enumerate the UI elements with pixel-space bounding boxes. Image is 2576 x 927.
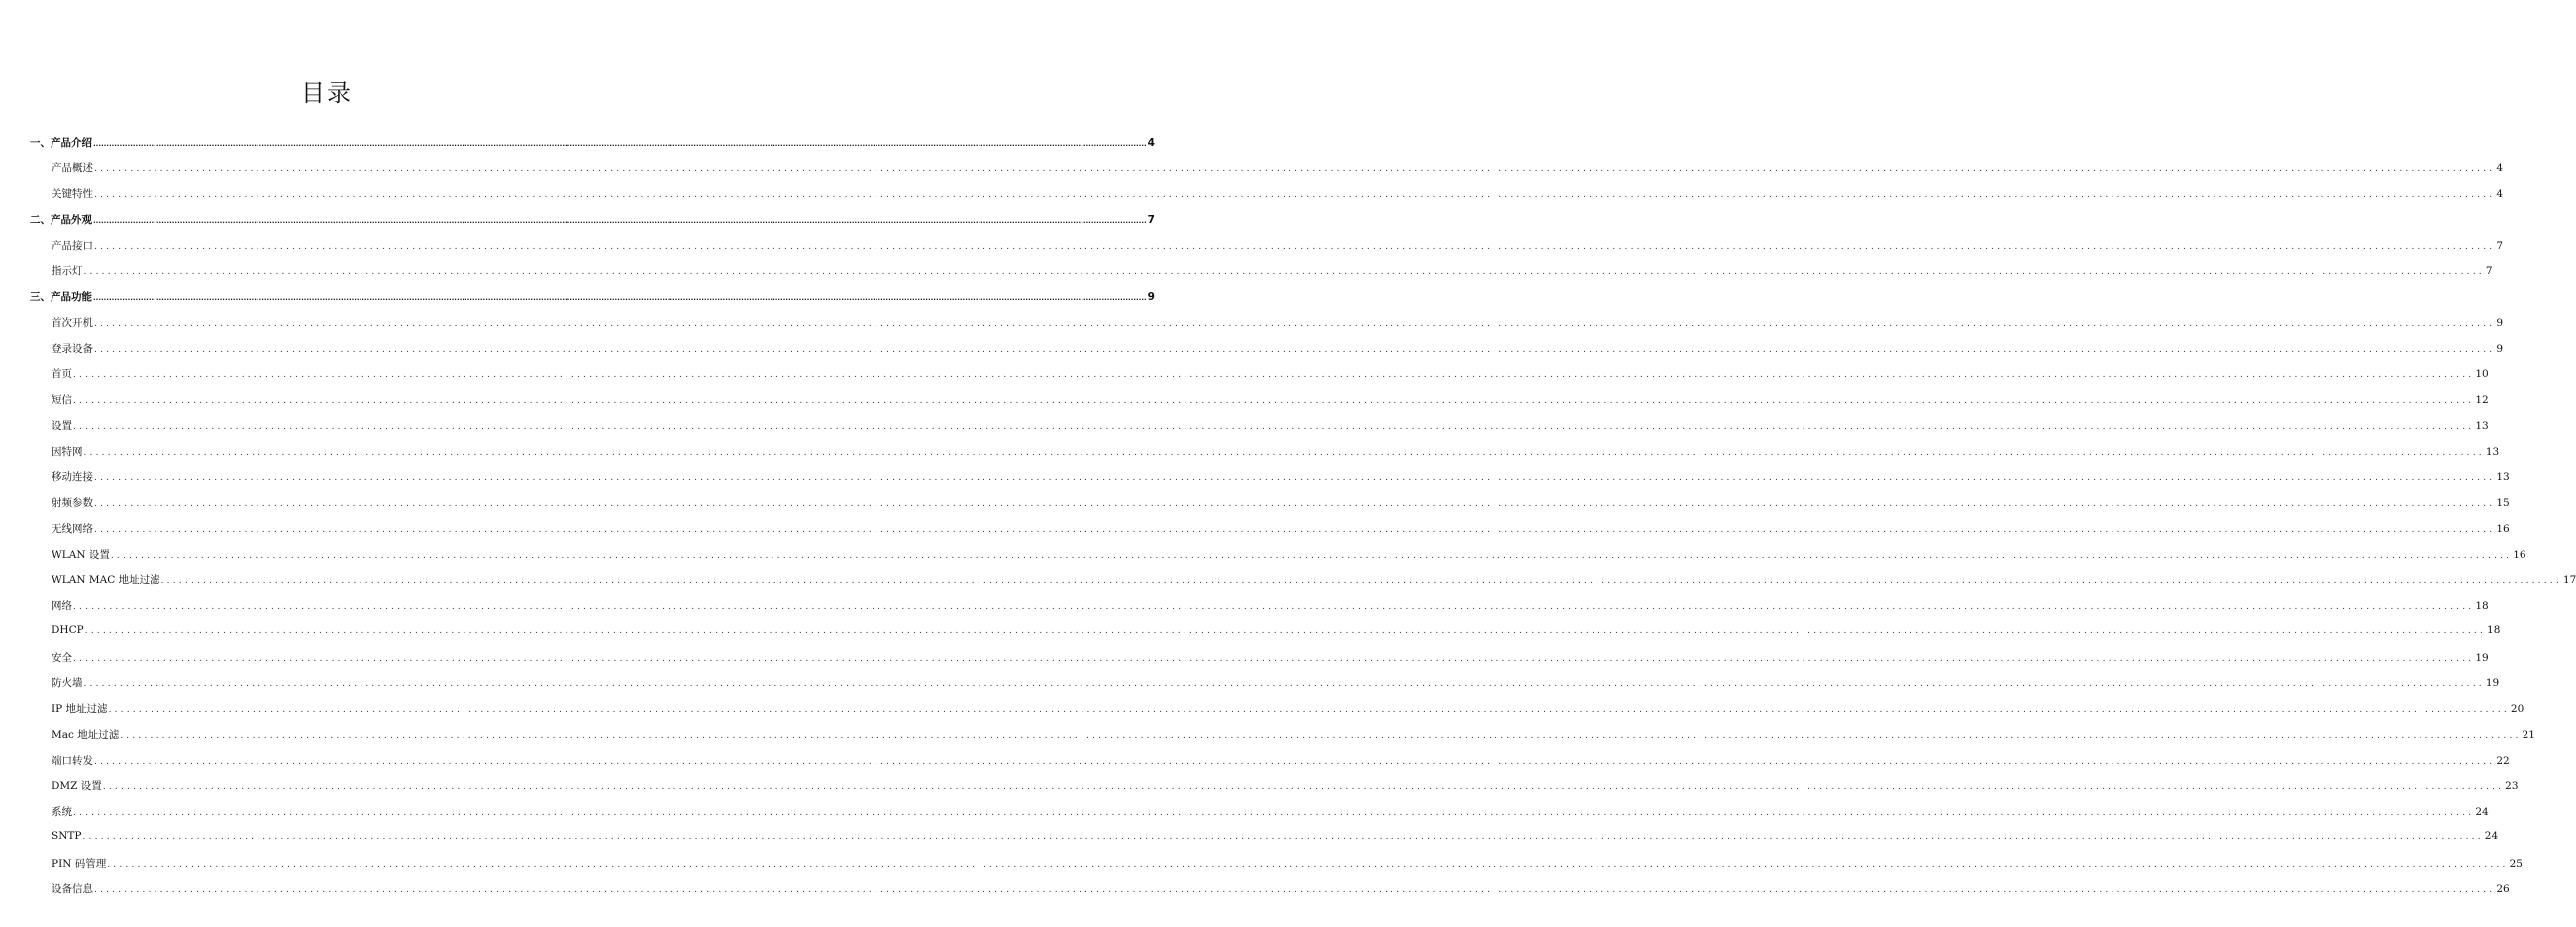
toc-dot-leader: ................................................................................................................................................................................................................................................................................................................................................................................................................	[94, 499, 2496, 509]
toc-section-entry[interactable]	[52, 547, 2526, 563]
toc-section-entry[interactable]	[52, 572, 2576, 588]
toc-section-entry[interactable]	[52, 263, 2493, 279]
toc-entry-page-number: 23	[2505, 780, 2519, 792]
toc-dot-leader: ................................................................................................................................................................................................................................................................................................................................................................................................................	[107, 860, 2509, 870]
toc-entry-page-number: 9	[1147, 291, 1155, 303]
toc-entry-page-number: 24	[2484, 830, 2499, 842]
toc-section-entry[interactable]	[52, 418, 2489, 434]
toc-entry-page-number: 4	[1147, 137, 1155, 149]
toc-dot-leader: ................................................................................................................................................................................................................................................................................................................................................................................................................	[94, 164, 2496, 174]
toc-chapter-entry[interactable]	[30, 212, 1155, 228]
toc-entry-label: 产品概述	[52, 162, 93, 174]
toc-dot-leader: ................................................................................................................................................................................................................................................................................................................................................................................................................	[94, 757, 2496, 767]
toc-dot-leader: ................................................................................................................................................................................................................................................................................................................................................................................................................	[94, 242, 2496, 252]
toc-dot-leader: ................................................................................................................................................................................................................................................................................................................................................................................................................	[93, 140, 1147, 148]
toc-entry-label: 端口转发	[52, 755, 93, 767]
toc-entry-page-number: 16	[2496, 523, 2510, 535]
toc-section-entry[interactable]	[52, 366, 2489, 382]
toc-dot-leader: ................................................................................................................................................................................................................................................................................................................................................................................................................	[83, 679, 2485, 689]
toc-entry-page-number: 24	[2475, 806, 2489, 818]
toc-dot-leader: ................................................................................................................................................................................................................................................................................................................................................................................................................	[82, 832, 2484, 842]
toc-entry-page-number: 21	[2522, 729, 2535, 741]
toc-entry-label: WLAN MAC 地址过滤	[52, 574, 160, 586]
page-title: 目录	[301, 79, 353, 107]
toc-entry-label: 网络	[52, 600, 72, 612]
toc-section-entry[interactable]	[52, 778, 2519, 794]
toc-section-entry[interactable]	[52, 598, 2489, 614]
toc-section-entry[interactable]	[52, 341, 2504, 357]
toc-entry-page-number: 26	[2496, 883, 2510, 895]
toc-entry-label: SNTP	[52, 830, 82, 842]
toc-entry-label: 二、产品外观	[30, 214, 92, 226]
toc-entry-label: 系统	[52, 806, 72, 818]
toc-section-entry[interactable]	[52, 469, 2510, 485]
toc-entry-label: Mac 地址过滤	[52, 729, 120, 741]
toc-chapter-entry[interactable]	[30, 135, 1155, 151]
toc-section-entry[interactable]	[52, 804, 2489, 820]
toc-dot-leader: ................................................................................................................................................................................................................................................................................................................................................................................................................	[73, 370, 2475, 380]
toc-entry-page-number: 13	[2485, 446, 2500, 458]
toc-entry-label: 射频参数	[52, 497, 93, 509]
toc-entry-label: IP 地址过滤	[52, 703, 108, 715]
toc-entry-label: 无线网络	[52, 523, 93, 535]
toc-section-entry[interactable]	[52, 881, 2510, 897]
toc-entry-label: 设备信息	[52, 883, 93, 895]
toc-dot-leader: ................................................................................................................................................................................................................................................................................................................................................................................................................	[73, 396, 2475, 406]
toc-dot-leader: ................................................................................................................................................................................................................................................................................................................................................................................................................	[94, 190, 2496, 200]
toc-dot-leader: ................................................................................................................................................................................................................................................................................................................................................................................................................	[94, 345, 2496, 355]
toc-entry-label: 移动连接	[52, 471, 93, 483]
toc-section-entry[interactable]	[52, 727, 2535, 743]
toc-entry-page-number: 25	[2509, 858, 2523, 870]
toc-entry-page-number: 4	[2496, 188, 2504, 200]
toc-entry-label: 指示灯	[52, 265, 83, 277]
toc-section-entry[interactable]	[52, 392, 2489, 408]
toc-entry-label: 首页	[52, 368, 72, 380]
toc-section-entry[interactable]	[52, 701, 2524, 717]
toc-entry-label: 三、产品功能	[30, 291, 92, 303]
toc-section-entry[interactable]	[52, 753, 2510, 769]
toc-section-entry[interactable]	[52, 495, 2510, 511]
toc-section-entry[interactable]	[52, 856, 2523, 872]
toc-entry-label: 防火墙	[52, 677, 83, 689]
toc-dot-leader: ................................................................................................................................................................................................................................................................................................................................................................................................................	[160, 576, 2562, 586]
toc-section-entry[interactable]	[52, 624, 2501, 640]
toc-entry-page-number: 20	[2510, 703, 2524, 715]
toc-entry-label: 登录设备	[52, 343, 93, 355]
toc-entry-label: 一、产品介绍	[30, 137, 92, 149]
toc-entry-page-number: 22	[2496, 755, 2510, 767]
toc-entry-page-number: 9	[2496, 343, 2504, 355]
toc-entry-page-number: 19	[2485, 677, 2500, 689]
toc-dot-leader: ................................................................................................................................................................................................................................................................................................................................................................................................................	[94, 473, 2496, 483]
toc-entry-label: 短信	[52, 394, 72, 406]
toc-section-entry[interactable]	[52, 830, 2499, 846]
toc-entry-page-number: 7	[2485, 265, 2493, 277]
toc-entry-label: 因特网	[52, 446, 83, 458]
toc-dot-leader: ................................................................................................................................................................................................................................................................................................................................................................................................................	[108, 705, 2510, 715]
toc-dot-leader: ................................................................................................................................................................................................................................................................................................................................................................................................................	[93, 294, 1147, 302]
toc-entry-label: PIN 码管理	[52, 858, 107, 870]
toc-entry-page-number: 18	[2487, 624, 2501, 636]
toc-entry-label: WLAN 设置	[52, 549, 110, 561]
toc-entry-page-number: 10	[2475, 368, 2489, 380]
toc-entry-page-number: 13	[2475, 420, 2489, 432]
toc-section-entry[interactable]	[52, 315, 2504, 331]
toc-entry-page-number: 16	[2513, 549, 2526, 561]
toc-entry-page-number: 4	[2496, 162, 2504, 174]
toc-dot-leader: ................................................................................................................................................................................................................................................................................................................................................................................................................	[84, 626, 2487, 636]
toc-dot-leader: ................................................................................................................................................................................................................................................................................................................................................................................................................	[83, 267, 2485, 277]
toc-dot-leader: ................................................................................................................................................................................................................................................................................................................................................................................................................	[73, 808, 2475, 818]
toc-dot-leader: ................................................................................................................................................................................................................................................................................................................................................................................................................	[102, 782, 2505, 792]
toc-entry-label: 关键特性	[52, 188, 93, 200]
toc-entry-label: 安全	[52, 652, 72, 664]
toc-dot-leader: ................................................................................................................................................................................................................................................................................................................................................................................................................	[110, 551, 2513, 561]
toc-entry-page-number: 9	[2496, 317, 2504, 329]
toc-entry-label: DHCP	[52, 624, 84, 636]
toc-entry-page-number: 15	[2496, 497, 2510, 509]
toc-dot-leader: ................................................................................................................................................................................................................................................................................................................................................................................................................	[83, 448, 2485, 458]
toc-dot-leader: ................................................................................................................................................................................................................................................................................................................................................................................................................	[73, 422, 2475, 432]
toc-dot-leader: ................................................................................................................................................................................................................................................................................................................................................................................................................	[94, 885, 2496, 895]
toc-dot-leader: ................................................................................................................................................................................................................................................................................................................................................................................................................	[94, 319, 2496, 329]
toc-entry-page-number: 18	[2475, 600, 2489, 612]
toc-entry-page-number: 7	[1147, 214, 1155, 226]
toc-entry-label: DMZ 设置	[52, 780, 102, 792]
toc-entry-page-number: 7	[2496, 240, 2504, 252]
toc-section-entry[interactable]	[52, 650, 2489, 666]
toc-dot-leader: ................................................................................................................................................................................................................................................................................................................................................................................................................	[120, 731, 2522, 741]
toc-dot-leader: ................................................................................................................................................................................................................................................................................................................................................................................................................	[73, 654, 2475, 664]
toc-section-entry[interactable]	[52, 160, 2504, 176]
toc-entry-page-number: 19	[2475, 652, 2489, 664]
toc-dot-leader: ................................................................................................................................................................................................................................................................................................................................................................................................................	[73, 602, 2475, 612]
toc-section-entry[interactable]	[52, 521, 2510, 537]
toc-entry-page-number: 13	[2496, 471, 2510, 483]
toc-section-entry[interactable]	[52, 238, 2504, 254]
toc-entry-label: 首次开机	[52, 317, 93, 329]
toc-entry-label: 设置	[52, 420, 72, 432]
toc-section-entry[interactable]	[52, 186, 2504, 202]
toc-entry-label: 产品接口	[52, 240, 93, 252]
toc-section-entry[interactable]	[52, 675, 2500, 691]
toc-dot-leader: ................................................................................................................................................................................................................................................................................................................................................................................................................	[94, 525, 2496, 535]
toc-section-entry[interactable]	[52, 444, 2500, 460]
toc-dot-leader: ................................................................................................................................................................................................................................................................................................................................................................................................................	[93, 217, 1147, 225]
toc-chapter-entry[interactable]	[30, 289, 1155, 305]
toc-entry-page-number: 12	[2475, 394, 2489, 406]
toc-entry-page-number: 17	[2562, 574, 2576, 586]
